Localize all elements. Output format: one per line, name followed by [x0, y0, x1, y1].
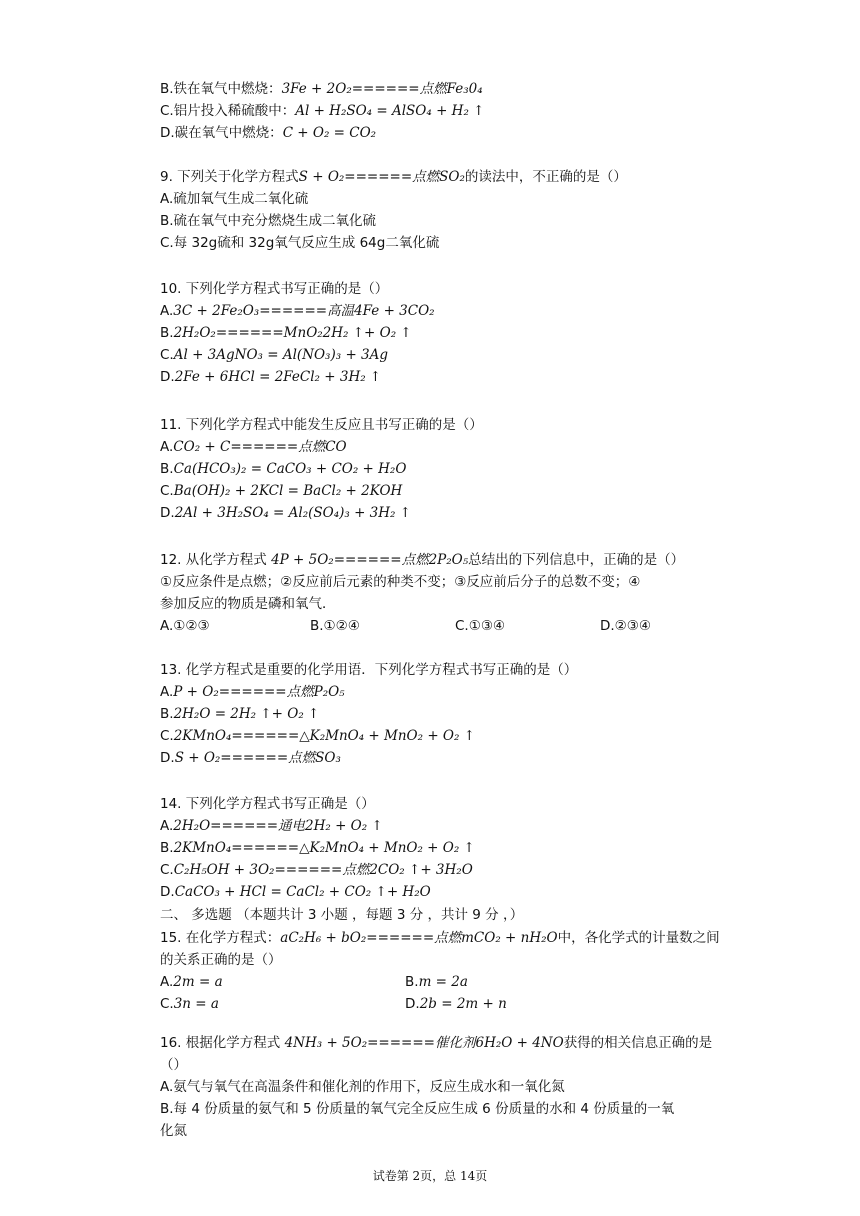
- equation: 3n = a: [173, 996, 219, 1012]
- option-column: [405, 994, 507, 1014]
- text-line: [160, 459, 406, 479]
- text-line: [160, 550, 684, 570]
- equation: 2KMnO₄======△K₂MnO₄ + MnO₂ + O₂ ↑: [173, 840, 475, 856]
- option-column: [310, 616, 360, 636]
- line-text: C.①③④: [455, 618, 506, 634]
- line-text: D.: [405, 996, 420, 1012]
- text-line: [160, 189, 308, 209]
- equation: Ba(OH)₂ + 2KCl = BaCl₂ + 2KOH: [173, 483, 403, 499]
- line-text: D.②③④: [600, 618, 651, 634]
- text-line: [160, 367, 381, 387]
- text-line: [160, 1033, 712, 1053]
- line-text: C.: [160, 862, 174, 878]
- line-text: 14. 下列化学方程式书写正确是（）: [160, 796, 375, 812]
- line-text: A.氨气与氧气在高温条件和催化剂的作用下，反应生成水和一氧化氮: [160, 1079, 565, 1095]
- equation: 4P + 5O₂======点燃2P₂O₅: [271, 552, 469, 568]
- line-text: D.: [160, 369, 175, 385]
- text-line: [160, 167, 627, 187]
- line-text: C.: [160, 728, 174, 744]
- text-line: [160, 838, 475, 858]
- text-line: [160, 928, 720, 948]
- line-text: A.: [160, 684, 174, 700]
- line-text: 的关系正确的是（）: [160, 952, 282, 968]
- line-text: B.①②④: [310, 618, 360, 634]
- text-line: [160, 279, 388, 299]
- text-line: [160, 481, 402, 501]
- text-line: [160, 101, 484, 121]
- equation: 2m = a: [173, 974, 223, 990]
- text-line: [160, 503, 411, 523]
- equation: S + O₂======点燃SO₂: [298, 169, 465, 185]
- line-text: C.: [160, 347, 174, 363]
- line-text: A.: [160, 303, 174, 319]
- text-line: [160, 437, 347, 457]
- option-column: [600, 616, 651, 636]
- text-line: [160, 79, 483, 99]
- text-line: [160, 616, 651, 636]
- line-text: 12. 从化学方程式: [160, 552, 272, 568]
- line-text: B.每 4 份质量的氨气和 5 份质量的氧气完全反应生成 6 份质量的水和 4 份质量的一氧: [160, 1101, 675, 1117]
- line-text: B.: [405, 974, 419, 990]
- line-text: 10. 下列化学方程式书写正确的是（）: [160, 281, 389, 297]
- equation: 2b = 2m + n: [419, 996, 507, 1012]
- line-text: 的读法中，不正确的是（）: [464, 169, 627, 185]
- text-line: [160, 1099, 674, 1119]
- text-line: [160, 794, 375, 814]
- equation: 2KMnO₄======△K₂MnO₄ + MnO₂ + O₂ ↑: [173, 728, 476, 744]
- equation: 4NH₃ + 5O₂======催化剂6H₂O + 4NO: [284, 1035, 564, 1051]
- line-text: C.: [160, 483, 174, 499]
- text-line: [160, 882, 431, 902]
- line-text: B.: [160, 706, 174, 722]
- equation: 2H₂O======通电2H₂ + O₂ ↑: [173, 818, 383, 834]
- equation: 2Fe + 6HCl = 2FeCl₂ + 3H₂ ↑: [174, 369, 382, 385]
- option-column: [405, 972, 468, 992]
- line-text: D.: [160, 884, 175, 900]
- equation: 3Fe + 2O₂======点燃Fe₃0₄: [281, 81, 483, 97]
- line-text: B.: [160, 461, 174, 477]
- line-text: A.: [160, 974, 174, 990]
- line-text: B.: [160, 325, 174, 341]
- line-text: B.硫在氧气中充分燃烧生成二氧化硫: [160, 213, 377, 229]
- text-line: [160, 301, 435, 321]
- text-line: [160, 682, 345, 702]
- line-text: A.: [160, 439, 174, 455]
- text-line: [160, 950, 282, 970]
- text-line: [160, 994, 507, 1014]
- text-line: [160, 704, 319, 724]
- line-text: 中，各化学式的计量数之间: [557, 930, 720, 946]
- option-column: [455, 616, 505, 636]
- line-text: D.碳在氧气中燃烧：: [160, 125, 283, 141]
- line-text: C.铝片投入稀硫酸中：: [160, 103, 296, 119]
- text-line: [160, 323, 412, 343]
- text-line: [160, 572, 640, 592]
- text-line: [160, 816, 383, 836]
- line-text: ①反应条件是点燃；②反应前后元素的种类不变；③反应前后分子的总数不变；④: [160, 574, 641, 590]
- line-text: 15. 在化学方程式：: [160, 930, 281, 946]
- text-line: [160, 726, 475, 746]
- text-line: [160, 415, 483, 435]
- equation: 2Al + 3H₂SO₄ = Al₂(SO₄)₃ + 3H₂ ↑: [174, 505, 412, 521]
- equation: CO₂ + C======点燃CO: [173, 439, 347, 455]
- line-text: D.: [160, 505, 175, 521]
- equation: 2H₂O = 2H₂ ↑+ O₂ ↑: [173, 706, 320, 722]
- line-text: A.: [160, 818, 174, 834]
- page-footer: 试卷第 2页，总 14页: [372, 1169, 488, 1183]
- text-line: [160, 748, 341, 768]
- text-line: [160, 123, 376, 143]
- line-text: 参加反应的物质是磷和氧气．: [160, 596, 336, 612]
- line-text: B.铁在氧气中燃烧：: [160, 81, 282, 97]
- equation: 3C + 2Fe₂O₃======高温4Fe + 3CO₂: [173, 303, 435, 319]
- equation: Ca(HCO₃)₂ = CaCO₃ + CO₂ + H₂O: [173, 461, 407, 477]
- text-line: [160, 905, 523, 925]
- line-text: 二、 多选题 （本题共计 3 小题 ，每题 3 分 ，共计 9 分 ，）: [160, 907, 524, 923]
- line-text: 化氮: [160, 1123, 187, 1139]
- line-text: B.: [160, 840, 174, 856]
- text-line: [160, 345, 388, 365]
- equation: m = 2a: [418, 974, 468, 990]
- line-text: C.: [160, 996, 174, 1012]
- text-line: [160, 660, 577, 680]
- equation: S + O₂======点燃SO₃: [174, 750, 341, 766]
- text-line: [160, 972, 468, 992]
- equation: aC₂H₆ + bO₂======点燃mCO₂ + nH₂O: [280, 930, 558, 946]
- text-line: [160, 1055, 187, 1075]
- equation: 2H₂O₂======MnO₂2H₂ ↑+ O₂ ↑: [173, 325, 412, 341]
- line-text: 9. 下列关于化学方程式: [160, 169, 299, 185]
- line-text: C.每 32g硫和 32g氧气反应生成 64g二氧化硫: [160, 235, 440, 251]
- line-text: D.: [160, 750, 175, 766]
- line-text: 获得的相关信息正确的是: [563, 1035, 713, 1051]
- equation: C₂H₅OH + 3O₂======点燃2CO₂ ↑+ 3H₂O: [173, 862, 473, 878]
- equation: CaCO₃ + HCl = CaCl₂ + CO₂ ↑+ H₂O: [174, 884, 431, 900]
- equation: Al + 3AgNO₃ = Al(NO₃)₃ + 3Ag: [173, 347, 389, 363]
- equation: Al + H₂SO₄ = AlSO₄ + H₂ ↑: [295, 103, 485, 119]
- line-text: 16. 根据化学方程式: [160, 1035, 285, 1051]
- text-line: [160, 211, 376, 231]
- line-text: 13. 化学方程式是重要的化学用语．下列化学方程式书写正确的是（）: [160, 662, 578, 678]
- text-line: [160, 594, 336, 614]
- line-text: 11. 下列化学方程式中能发生反应且书写正确的是（）: [160, 417, 483, 433]
- equation: P + O₂======点燃P₂O₅: [173, 684, 345, 700]
- line-text: 总结出的下列信息中，正确的是（）: [468, 552, 685, 568]
- line-text: A.①②③: [160, 618, 210, 634]
- text-line: [160, 1077, 565, 1097]
- text-line: [160, 860, 473, 880]
- text-line: [160, 233, 439, 253]
- line-text: A.硫加氧气生成二氧化硫: [160, 191, 309, 207]
- line-text: （）: [160, 1057, 187, 1073]
- equation: C + O₂ = CO₂: [282, 125, 377, 141]
- text-line: [160, 1121, 187, 1141]
